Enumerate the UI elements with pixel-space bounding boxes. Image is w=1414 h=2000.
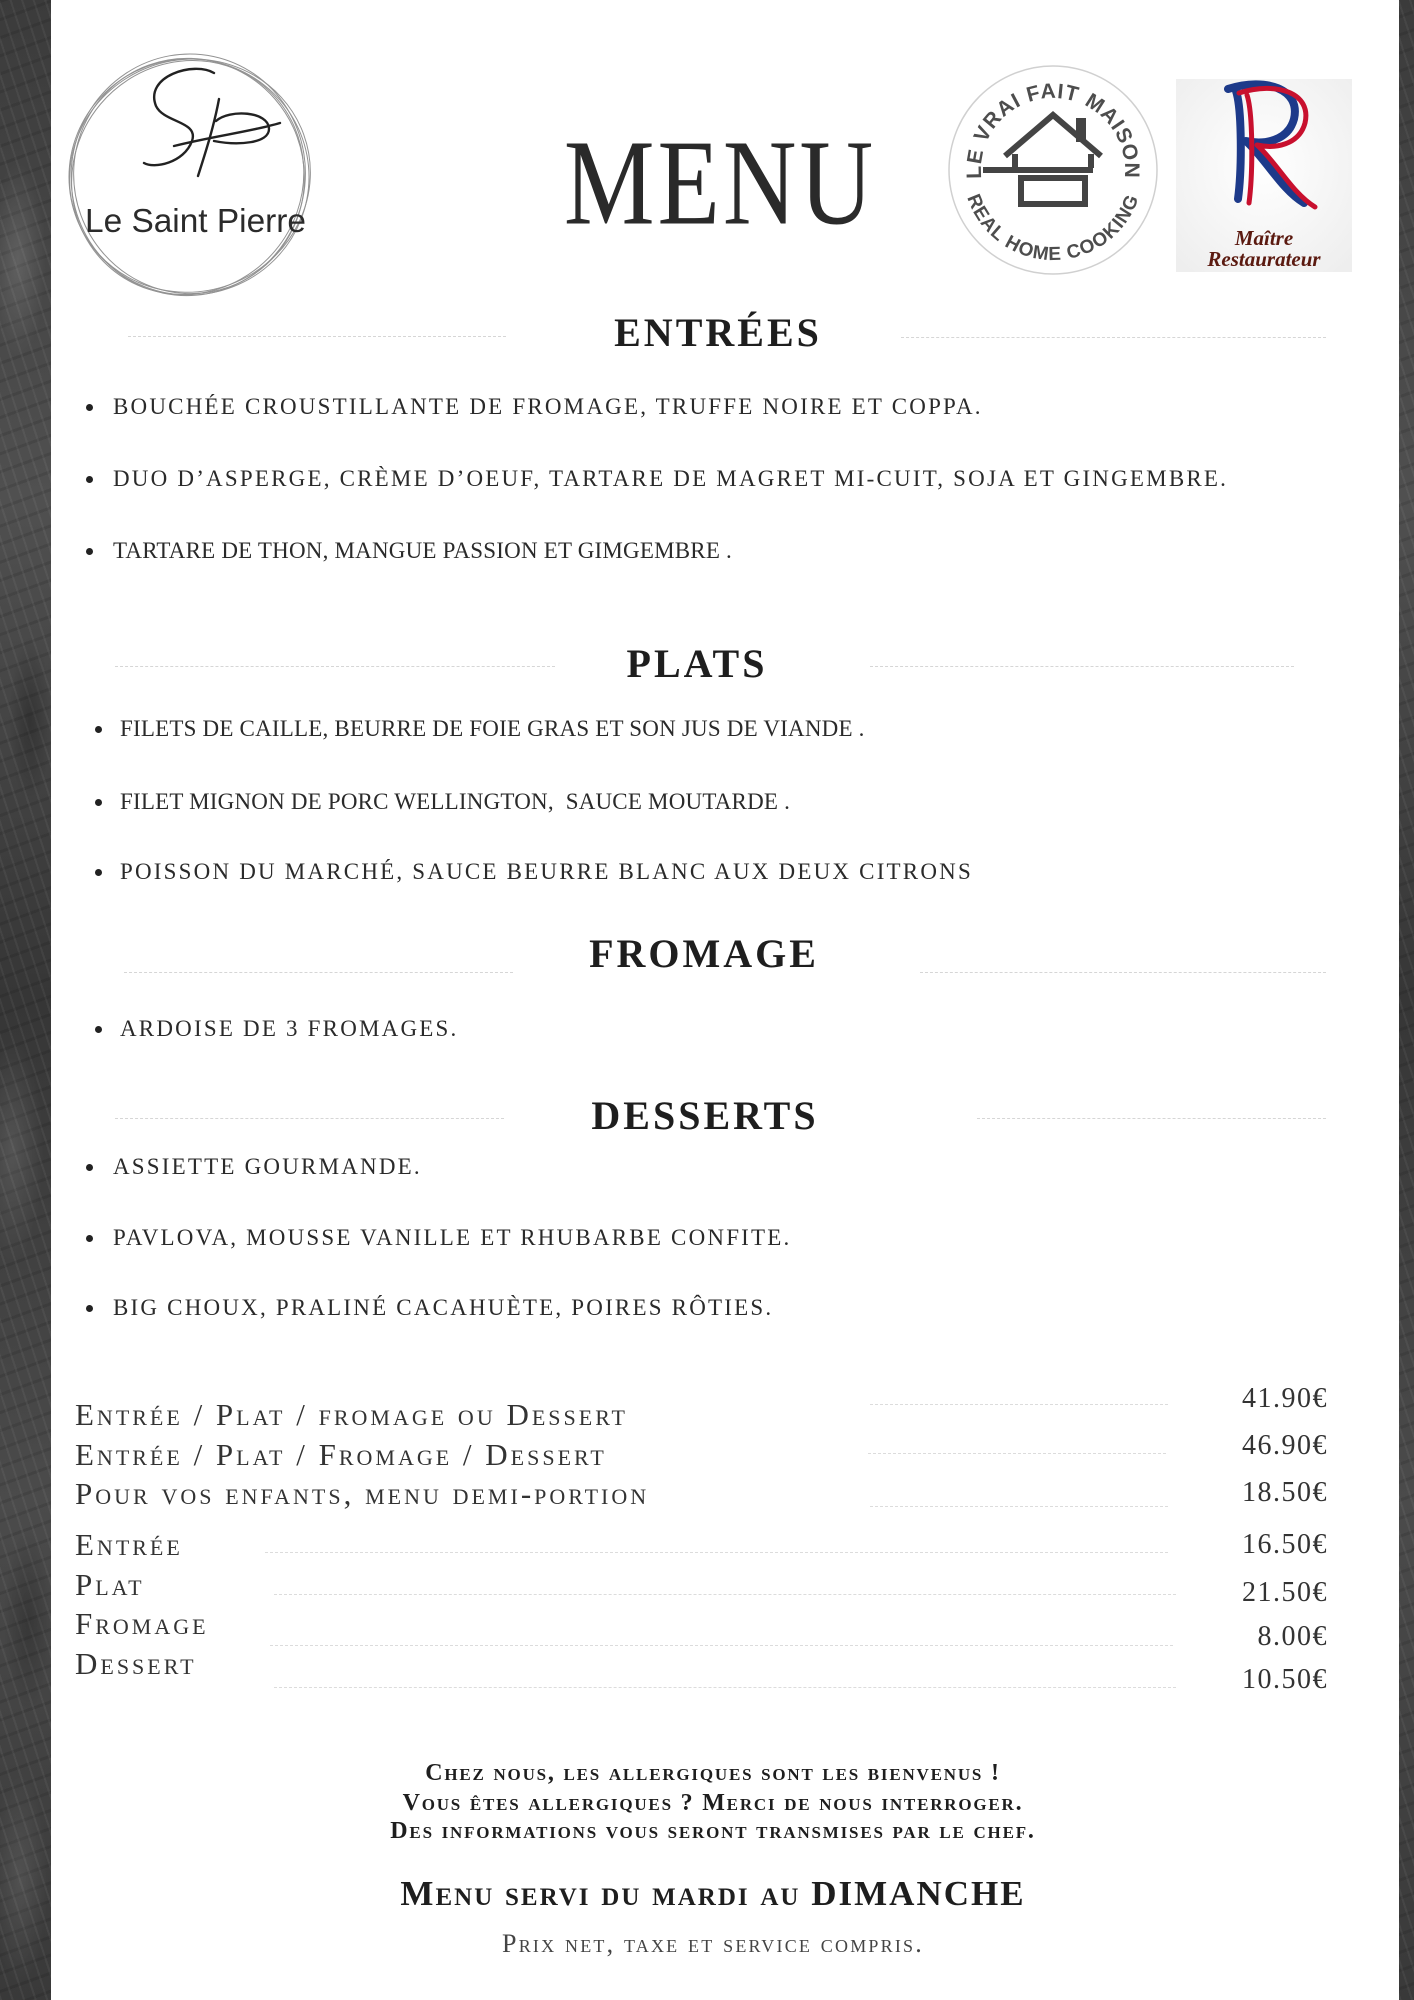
bullet — [86, 476, 93, 483]
formula-label: Entrée / Plat / fromage ou Dessert — [75, 1397, 628, 1432]
formula-price: 18.50€ — [1242, 1477, 1328, 1508]
menu-item: TARTARE DE THON, MANGUE PASSION ET GIMGEMBRE . — [113, 538, 732, 563]
bullet — [86, 404, 93, 411]
price-leader — [870, 1506, 1168, 1507]
page-title: MENU — [563, 115, 877, 252]
price-leader — [270, 1645, 1173, 1646]
menu-item: POISSON DU MARCHÉ, SAUCE BEURRE BLANC AUX DEUX CITRONS — [120, 859, 973, 884]
menu-item: FILETS DE CAILLE, BEURRE DE FOIE GRAS ET SON JUS DE VIANDE . — [120, 716, 865, 741]
bullet — [95, 726, 102, 733]
menu-item: BIG CHOUX, PRALINÉ CACAHUÈTE, POIRES RÔTIES. — [113, 1295, 774, 1320]
carte-label: Plat — [75, 1567, 145, 1602]
sp-monogram — [144, 69, 280, 176]
allergy-note: Des informations vous seront transmises par le chef. — [390, 1818, 1036, 1844]
menu-item: PAVLOVA, MOUSSE VANILLE ET RHUBARBE CONFITE. — [113, 1225, 792, 1250]
bullet — [95, 1026, 102, 1033]
price-leader — [870, 1404, 1168, 1405]
menu-item: BOUCHÉE CROUSTILLANTE DE FROMAGE, TRUFFE NOIRE ET COPPA. — [113, 394, 983, 419]
price-note: Prix net, taxe et service compris. — [502, 1929, 924, 1958]
section-rule-left — [115, 666, 555, 667]
formula-price: 46.90€ — [1242, 1430, 1328, 1461]
carte-price: 8.00€ — [1257, 1621, 1328, 1652]
allergy-note: Chez nous, les allergiques sont les bienvenus ! — [425, 1760, 1001, 1786]
maitre-restaurateur-logo — [1176, 79, 1352, 272]
formula-label: Pour vos enfants, menu demi-portion — [75, 1476, 650, 1511]
badge-bottom-text: REAL HOME COOKING — [962, 191, 1144, 266]
saint-pierre-logo — [64, 51, 314, 301]
sketch-circle — [64, 51, 314, 301]
maitre-line1: Maître — [1234, 226, 1294, 250]
section-rule-left — [115, 1118, 504, 1119]
carte-price: 21.50€ — [1242, 1577, 1328, 1608]
section-rule-right — [977, 1118, 1326, 1119]
price-leader — [274, 1594, 1176, 1595]
price-leader — [274, 1687, 1176, 1688]
carte-label: Dessert — [75, 1646, 197, 1681]
bullet — [86, 1235, 93, 1242]
fait-maison-badge — [943, 60, 1163, 280]
bullet — [86, 1305, 93, 1312]
section-title-entrees: ENTRÉES — [614, 310, 822, 355]
menu-item: DUO D’ASPERGE, CRÈME D’OEUF, TARTARE DE MAGRET MI-CUIT, SOJA ET GINGEMBRE. — [113, 466, 1229, 491]
carte-price: 16.50€ — [1242, 1529, 1328, 1560]
section-rule-right — [901, 337, 1326, 338]
bullet — [86, 548, 93, 555]
menu-item: ARDOISE DE 3 FROMAGES. — [120, 1016, 459, 1041]
carte-label: Entrée — [75, 1527, 183, 1562]
bullet — [86, 1164, 93, 1171]
badge-top-text: LE VRAI FAIT MAISON — [962, 79, 1144, 180]
saint-pierre-name: Le Saint Pierre — [85, 202, 306, 239]
bullet — [95, 869, 102, 876]
section-rule-left — [124, 972, 513, 973]
section-title-fromage: FROMAGE — [589, 931, 819, 976]
service-days: Menu servi du mardi au DIMANCHE — [400, 1874, 1026, 1913]
section-rule-right — [870, 666, 1294, 667]
carte-price: 10.50€ — [1242, 1664, 1328, 1695]
price-leader — [265, 1552, 1168, 1553]
section-title-desserts: DESSERTS — [591, 1093, 819, 1138]
bullet — [95, 799, 102, 806]
formula-label: Entrée / Plat / Fromage / Dessert — [75, 1437, 607, 1472]
section-rule-left — [128, 336, 506, 337]
carte-label: Fromage — [75, 1606, 209, 1641]
allergy-note: Vous êtes allergiques ? Merci de nous interroger. — [402, 1790, 1024, 1816]
menu-item: ASSIETTE GOURMANDE. — [113, 1154, 422, 1179]
menu-item: FILET MIGNON DE PORC WELLINGTON, SAUCE MOUTARDE . — [120, 789, 791, 814]
formula-price: 41.90€ — [1242, 1383, 1328, 1414]
price-leader — [868, 1453, 1166, 1454]
section-rule-right — [920, 972, 1326, 973]
section-title-plats: PLATS — [626, 641, 768, 686]
maitre-line2: Restaurateur — [1207, 247, 1321, 271]
